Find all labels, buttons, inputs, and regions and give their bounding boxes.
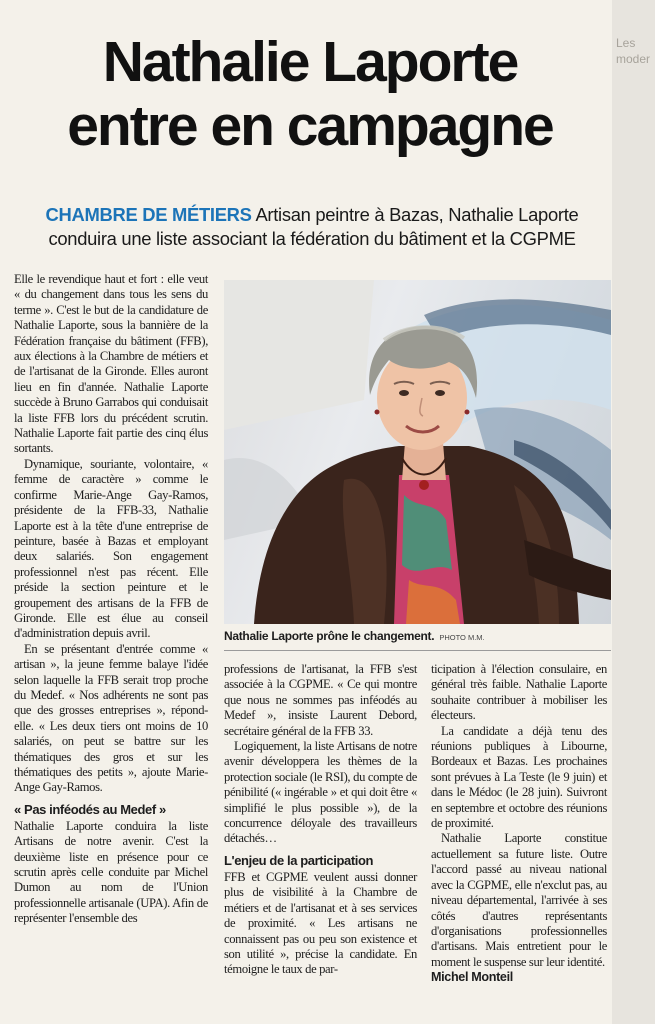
- article-column-2: [224, 662, 417, 978]
- author-signature: Michel Monteil: [431, 970, 513, 985]
- headline-line: entre en campagne: [67, 94, 553, 158]
- section-kicker: CHAMBRE DE MÉTIERS: [45, 204, 252, 225]
- paragraph: La candidate a déjà tenu des réunions publiques à Libourne, Bordeaux et Bazas. Les prochaines sont prévues à La Teste (le 9 juin) et dans le Médoc (le 28 juin). Suivront en septembre et octobre des réunions de proximité.: [431, 723, 607, 831]
- portrait-photo: [224, 280, 611, 624]
- subheading: L'enjeu de la participation: [224, 852, 374, 868]
- paragraph: Dynamique, souriante, volontaire, « femme de caractère » comme le confirme Marie-Ange Gay-Ramos, présidente de la FFB-33, Nathalie Laporte est à la tête d'une entreprise de peinture, basée à Bazas et employant deux salariés. Son engagement professionnel n'est pas récent. Elle préside la section peinture et le groupement des artisans de la FFB de Gironde. Elle est élue au conseil d'administration depuis avril.: [14, 456, 208, 641]
- adjacent-page-strip: [612, 0, 655, 1024]
- article-column-3: [431, 662, 607, 986]
- paragraph: En se présentant d'entrée comme « artisan », la jeune femme balaye l'idée selon laquelle la FFB serait trop proche du Medef. « Nos adhérents ne sont pas que des grosses entreprises », répond-elle. « Les deux tiers ont moins de 10 salariés, on peut se battre sur les thématiques des gros et sur les thématiques des petits », ajoute Marie-Ange Gay-Ramos.: [14, 641, 208, 795]
- deck-text: Artisan peintre à Bazas, Nathalie Laporte: [255, 204, 579, 225]
- subheading: « Pas inféodés au Medef »: [14, 801, 166, 817]
- paragraph: professions de l'artisanat, la FFB s'est associée à la CGPME. « Ce qui montre que nous ne sommes pas inféodés au Medef », insiste Laurent Debord, secrétaire général de la FFB 33.: [224, 662, 417, 738]
- photo-caption: [224, 629, 611, 645]
- paragraph: Logiquement, la liste Artisans de notre avenir développera les thèmes de la protection sociale (le RSI), du compte de pénibilité (« ingérable » et qui doit être « simplifié le plus possible »), de la concurrence déloyale des travailleurs détachés…: [224, 739, 417, 846]
- paragraph: Nathalie Laporte constitue actuellement sa future liste. Outre l'accord passé au niveau national avec la CGPME, elle n'exclut pas, au niveau départemental, l'arrivée à ses côtés d'autres représentants d'organisations professionnelles d'artisans. Mais entretient pour le moment le suspense sur leur identité.: [431, 831, 607, 969]
- adjacent-page-text: Les: [616, 36, 636, 50]
- article-column-1: [14, 272, 208, 927]
- photo-credit: PHOTO M.M.: [439, 633, 485, 642]
- caption-rule: [224, 650, 611, 651]
- headline-line: Nathalie Laporte: [102, 30, 518, 94]
- caption-text: Nathalie Laporte prône le changement.: [224, 629, 435, 643]
- paragraph: Nathalie Laporte conduira la liste Artisans de notre avenir. C'est la deuxième liste en présence pour ce scrutin après celle conduite par Michel Dumon au nom de l'Union professionnelle artisanale (UPA). Afin de représenter l'ensemble des: [14, 818, 208, 926]
- paragraph: FFB et CGPME veulent aussi donner plus de visibilité à la Chambre de métiers et de l'artisanat et à ses services de proximité. « Les artisans ne connaissent pas ou peu son existence et son utilité », précise la candidate. En témoigne le taux de par-: [224, 869, 417, 977]
- paragraph: Elle le revendique haut et fort : elle veut « du changement dans tous les sens du terme ». C'est le but de la candidature de Nathalie Laporte, sous la bannière de la Fédération française du bâtiment (FFB), aux élections à la Chambre de métiers et de l'artisanat de la Gironde. Elles auront lieu en fin d'année. Nathalie Laporte succède à Bruno Garrabos qui conduisait la liste FFB lors du précédent scrutin. Nathalie Laporte fait partie des cinq élus sortants.: [14, 272, 208, 456]
- deck: [14, 203, 610, 251]
- headline: [10, 30, 610, 158]
- deck-text: conduira une liste associant la fédération du bâtiment et la CGPME: [48, 228, 576, 249]
- adjacent-page-text: moder: [616, 52, 651, 66]
- paragraph: ticipation à l'élection consulaire, en général très faible. Nathalie Laporte souhaite contribuer à mobiliser les électeurs.: [431, 662, 607, 723]
